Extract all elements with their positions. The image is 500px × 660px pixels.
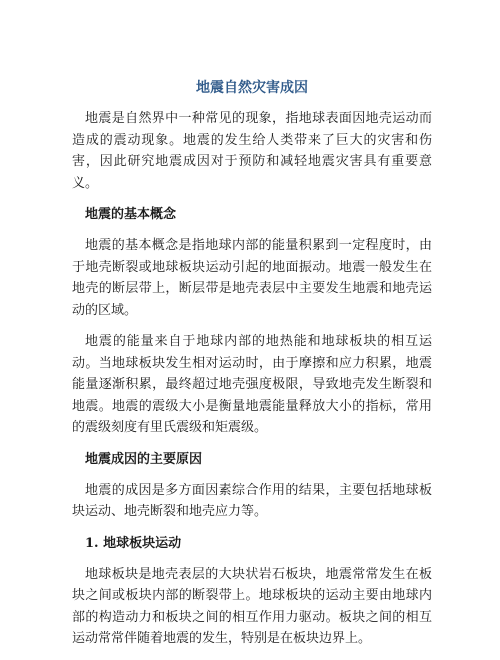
- section-heading-main-causes: 地震成因的主要原因: [85, 451, 203, 467]
- intro-paragraph: 地震是自然界中一种常见的现象，指地球表面因地壳运动而造成的震动现象。地震的发生给人类带来了巨大的灾害和伤害，因此研究地震成因对于预防和减轻地震灾害具有重要意义。: [72, 111, 432, 191]
- basic-concept-paragraph-2: 地震的能量来自于地球内部的地热能和地球板块的相互运动。当地球板块发生相对运动时，由于摩擦和应力积累，地震能量逐渐积累，最终超过地壳强度极限，导致地壳发生断裂和地震。地震的震级大小是衡量地震能量释放大小的指标，常用的震级刻度有里氏震级和矩震级。: [72, 334, 432, 435]
- plate-movement-paragraph: 地球板块是地壳表层的大块状岩石板块，地震常常发生在板块之间或板块内部的断裂带上。地球板块的运动主要由地球内部的构造动力和板块之间的相互作用力驱动。板块之间的相互运动常常伴随着地震的发生，特别是在板块边界上。: [72, 566, 432, 646]
- basic-concept-paragraph-1: 地震的基本概念是指地球内部的能量积累到一定程度时，由于地壳断裂或地球板块运动引起的地面振动。地震一般发生在地壳的断层带上，断层带是地壳表层中主要发生地震和地壳运动的区域。: [72, 238, 432, 318]
- document-page: [72, 78, 432, 660]
- section-heading-basic-concept: 地震的基本概念: [85, 207, 177, 222]
- main-causes-paragraph: 地震的成因是多方面因素综合作用的结果，主要包括地球板块运动、地壳断裂和地壳应力等。: [72, 482, 432, 519]
- subsection-heading-plate-movement: 1. 地球板块运动: [85, 535, 182, 551]
- document-title: 地震自然灾害成因: [196, 80, 308, 96]
